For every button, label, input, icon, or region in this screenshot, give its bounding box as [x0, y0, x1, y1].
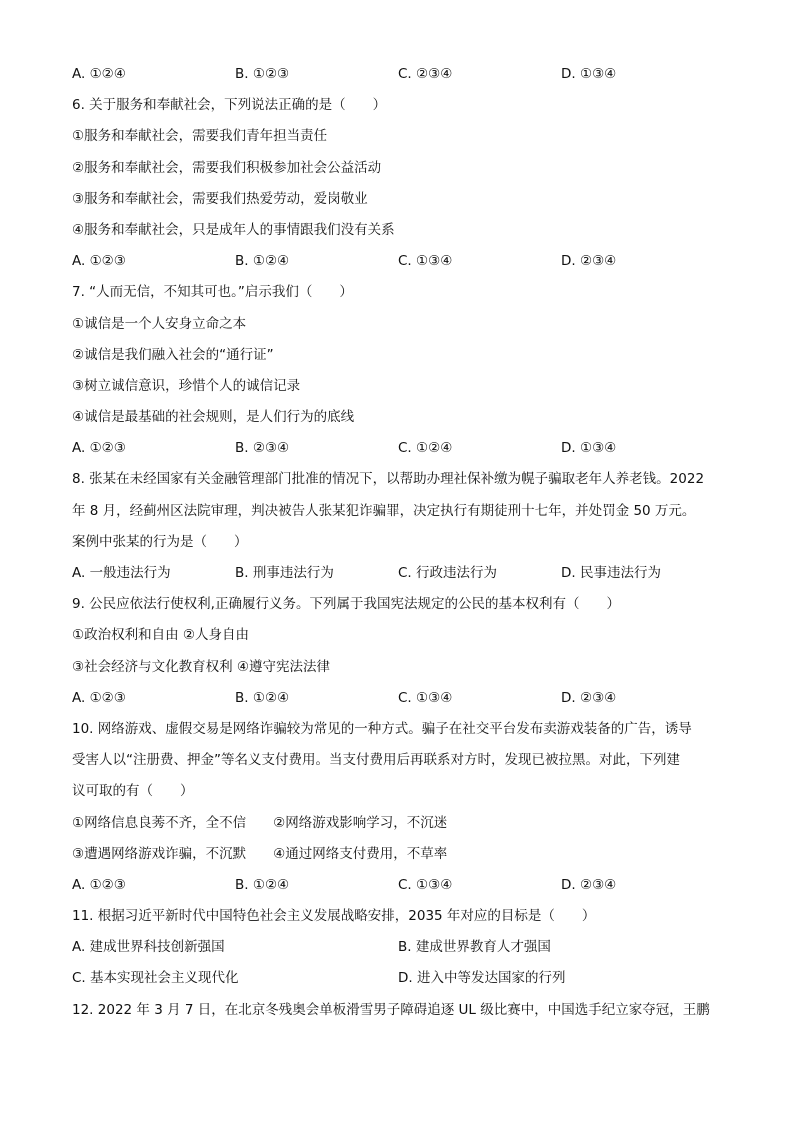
q7-option-b: B. ②③④: [235, 440, 290, 457]
q9-option-c: C. ①③④: [398, 689, 453, 706]
q10-option-c: C. ①③④: [398, 876, 453, 893]
q6-option-d: D. ②③④: [561, 253, 617, 270]
q6-stem: 6. 关于服务和奉献社会，下列说法正确的是（ ）: [72, 97, 387, 114]
q5-option-a: A. ①②④: [72, 66, 126, 82]
q8-option-c: C. 行政违法行为: [398, 565, 498, 581]
q6-item-4: ④服务和奉献社会，只是成年人的事情跟我们没有关系: [72, 221, 395, 238]
q6-options: [72, 249, 732, 280]
q7-item-2: ②诚信是我们融入社会的“通行证”: [72, 346, 274, 363]
q10-stem-line-2: 受害人以“注册费、押金”等名义支付费用。当支付费用后再联系对方时，发现已被拉黑。对此，下列建: [72, 752, 680, 769]
q11-options-row-1: [72, 935, 732, 966]
q8-stem-line-2: 年 8 月，经蓟州区法院审理，判决被告人张某犯诈骗罪，决定执行有期徒刑十七年，并处罚金 50 万元。: [72, 502, 696, 519]
q6-item-3: ③服务和奉献社会，需要我们热爱劳动，爱岗敬业: [72, 190, 368, 207]
q10-item-2: ③遭遇网络游戏诈骗，不沉默 ④通过网络支付费用，不草率: [72, 845, 448, 862]
q11-stem: 11. 根据习近平新时代中国特色社会主义发展战略安排，2035 年对应的目标是（ ）: [72, 908, 596, 925]
q7-option-a: A. ①②③: [72, 440, 126, 457]
q8-option-a: A. 一般违法行为: [72, 565, 171, 581]
q10-option-a: A. ①②③: [72, 876, 126, 893]
q11-option-b: B. 建成世界教育人才强国: [398, 939, 551, 956]
q11-option-c: C. 基本实现社会主义现代化: [72, 970, 239, 987]
q5-options: [72, 62, 732, 93]
q8-option-b: B. 刑事违法行为: [235, 565, 334, 581]
q5-option-b: B. ①②③: [235, 66, 290, 82]
q9-item-2: ③社会经济与文化教育权利 ④遵守宪法法律: [72, 658, 330, 675]
q9-option-b: B. ①②④: [235, 689, 290, 706]
q7-option-c: C. ①②④: [398, 440, 453, 457]
q10-options: [72, 873, 732, 904]
q6-option-b: B. ①②④: [235, 253, 290, 270]
q11-option-a: A. 建成世界科技创新强国: [72, 939, 225, 956]
q10-stem-line-1: 10. 网络游戏、虚假交易是网络诈骗较为常见的一种方式。骗子在社交平台发布卖游戏装备的广告，诱导: [72, 720, 692, 737]
q9-options: [72, 686, 732, 717]
q7-item-1: ①诚信是一个人安身立命之本: [72, 315, 247, 332]
q11-option-d: D. 进入中等发达国家的行列: [398, 970, 566, 987]
q6-option-c: C. ①③④: [398, 253, 453, 270]
q11-options-row-2: [72, 966, 732, 997]
q6-item-2: ②服务和奉献社会，需要我们积极参加社会公益活动: [72, 159, 382, 176]
q7-options: [72, 436, 732, 467]
q9-option-d: D. ②③④: [561, 689, 617, 706]
q8-options: [72, 561, 732, 592]
q12-stem: 12. 2022 年 3 月 7 日，在北京冬残奥会单板滑雪男子障碍追逐 UL 级比赛中，中国选手纪立家夺冠，王鹏: [72, 1001, 710, 1018]
q7-item-3: ③树立诚信意识，珍惜个人的诚信记录: [72, 377, 301, 394]
q10-option-d: D. ②③④: [561, 876, 617, 893]
q6-item-1: ①服务和奉献社会，需要我们青年担当责任: [72, 128, 328, 145]
q6-option-a: A. ①②③: [72, 253, 126, 270]
q9-item-1: ①政治权利和自由 ②人身自由: [72, 627, 249, 644]
q7-item-4: ④诚信是最基础的社会规则，是人们行为的底线: [72, 409, 355, 426]
q5-option-d: D. ①③④: [561, 66, 617, 82]
q10-stem-line-3: 议可取的有（ ）: [72, 783, 194, 800]
q7-stem: 7. “人而无信，不知其可也。”启示我们（ ）: [72, 284, 353, 301]
q9-option-a: A. ①②③: [72, 689, 126, 706]
q8-stem-line-1: 8. 张某在未经国家有关金融管理部门批准的情况下，以帮助办理社保补缴为幌子骗取老年人养老钱。2022: [72, 471, 705, 488]
q10-item-1: ①网络信息良莠不齐，全不信 ②网络游戏影响学习，不沉迷: [72, 814, 448, 831]
q10-option-b: B. ①②④: [235, 876, 290, 893]
q7-option-d: D. ①③④: [561, 440, 617, 457]
q8-option-d: D. 民事违法行为: [561, 565, 661, 581]
exam-page: [72, 62, 732, 1029]
q9-stem: 9. 公民应依法行使权利,正确履行义务。下列属于我国宪法规定的公民的基本权利有（ ）: [72, 596, 620, 613]
q8-stem-line-3: 案例中张某的行为是（ ）: [72, 533, 248, 550]
q5-option-c: C. ②③④: [398, 66, 453, 82]
